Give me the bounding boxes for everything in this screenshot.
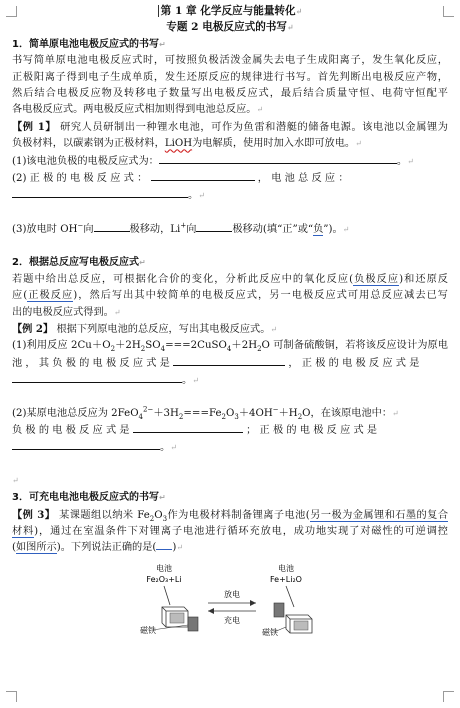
example2-q2-line3: 。↵ [12,439,448,456]
right-magnet-icon [274,603,284,617]
example2-q2-line2: 负 极 的 电 极 反 应 式 是 ； 正 极 的 电 极 反 应 式 是 [12,422,448,439]
example1-q2: (2) 正 极 的 电 极 反 应 式 ： ， 电 池 总 反 应 ： [12,170,448,187]
crop-mark-bottom-left [6,691,17,702]
choice-blank[interactable] [156,549,172,550]
right-magnet-label: 磁铁 [262,627,278,637]
document-body [12,3,448,641]
spacer [12,457,448,473]
answer-blank[interactable] [133,422,243,433]
example2-q1: (1)利用反应 $2Cu+O_2+2H_2SO_4===2CuSO_4+2H_2O$ 可制备硫酸铜，若将该反应设计为原电 [12,340,448,354]
spacer [12,205,448,221]
section2-heading: 2．根据总反应写电极反应式↵ [12,257,146,269]
example3-line1: 【例 3】 某课题组以纳米 $Fe_2O_3$作为电极材料制备锂离子电池(另一极为金属锂和石墨的复合 [12,508,449,523]
section1-line2: 正极阳离子得到电子生成单质，发生还原反应的规律进行书写。首先判断出电极反应产物， [12,71,448,83]
section2-line1: 若题中给出总反应，可根据化合价的变化，分析此反应中的氧化反应(负极反应)和还原反 [12,273,448,285]
left-magnet-icon [188,617,198,631]
example2-q2: (2)某原电池总反应为 $2FeO_4^{2-}+3H_2===Fe_2O_3+4OH^-+H_2O$，在该原电池中：↵ [12,405,399,421]
left-pointer [164,586,170,605]
chapter-title: 第 1 章 化学反应与能量转化↵ [12,3,448,19]
example2-intro: 【例 2】 根据下列原电池的总反应，写出其电极反应式。↵ [12,322,278,335]
answer-blank[interactable] [196,221,232,232]
right-battery-label: 电池 [278,563,294,573]
topic-title: 专题 2 电极反应式的书写↵ [166,21,294,34]
answer-blank[interactable] [94,221,130,232]
section1-line3: 然后结合电极反应物及转移电子数量写出电极反应式，最后结合质量守恒、电荷守恒配平 [12,88,448,100]
answer-blank[interactable] [159,153,397,164]
charge-label: 充电 [224,615,240,625]
left-battery-composition: Fe₂O₃+Li [146,574,182,584]
answer-blank[interactable] [12,372,182,383]
spacer [12,238,448,254]
example1-q3: (3)放电时 OH−向 极移动，Li+向 极移动(填“正”或“负”)。↵ [12,221,350,235]
blank-line: ↵ [12,475,19,485]
battery-diagram [12,561,448,641]
section2-line3: 出的电极反应式得到。↵ [12,306,121,318]
crop-mark-bottom-right [443,691,454,702]
left-battery-label: 电池 [156,563,172,573]
battery-figure [12,561,448,641]
example1-q2-cont: 。↵ [12,187,448,204]
section1-heading: 1．简单原电池电极反应式的书写↵ [12,38,166,50]
right-pointer [286,586,294,607]
answer-blank[interactable] [173,355,285,366]
spacer [12,390,448,406]
example3-line3: (如图所示)。下列说法正确的是( )↵ [12,542,184,554]
discharge-label: 放电 [224,589,240,599]
answer-blank[interactable] [12,187,188,198]
section1-line4: 各电极反应式。两电极反应式相加则得到电池总反应。↵ [12,104,264,116]
right-battery-composition: Fe+Li₂O [270,574,302,584]
example2-q1-line3: 。↵ [12,372,448,389]
example1-line2: 负极材料，以碳素钢为正极材料，LiOH为电解质，使用时加入水即可放电。↵ [12,138,362,150]
right-battery-icon [286,615,312,633]
answer-blank[interactable] [151,170,255,181]
example3-line2: 材料)，通过在室温条件下对锂离子电池进行循环充放电，成功地实现了对磁性的可逆调控 [12,525,448,537]
left-battery-icon [162,607,188,627]
section1-line1: 书写简单原电池电极反应式时，可按照负极活泼金属失去电子生成阳离子，发生氧化反应， [12,55,448,67]
answer-blank[interactable] [12,439,160,450]
example1-q1: (1)该电池负极的电极反应式为： 。↵ [12,153,448,170]
example1-line1: 【例 1】 研究人员研制出一种锂水电池，可作为鱼雷和潜艇的储备电源。该电池以金属锂为 [12,120,448,133]
section3-heading: 3．可充电电池电极反应式的书写↵ [12,492,166,504]
example2-q1-line2: 池 ， 其 负 极 的 电 极 反 应 式 是 ， 正 极 的 电 极 反 应 式 是 [12,355,448,372]
section2-line2: 应(正极反应)，然后写出其中较简单的电极反应式，另一电极反应式可用总反应减去已写 [12,290,448,302]
left-magnet-label: 磁铁 [140,625,156,635]
